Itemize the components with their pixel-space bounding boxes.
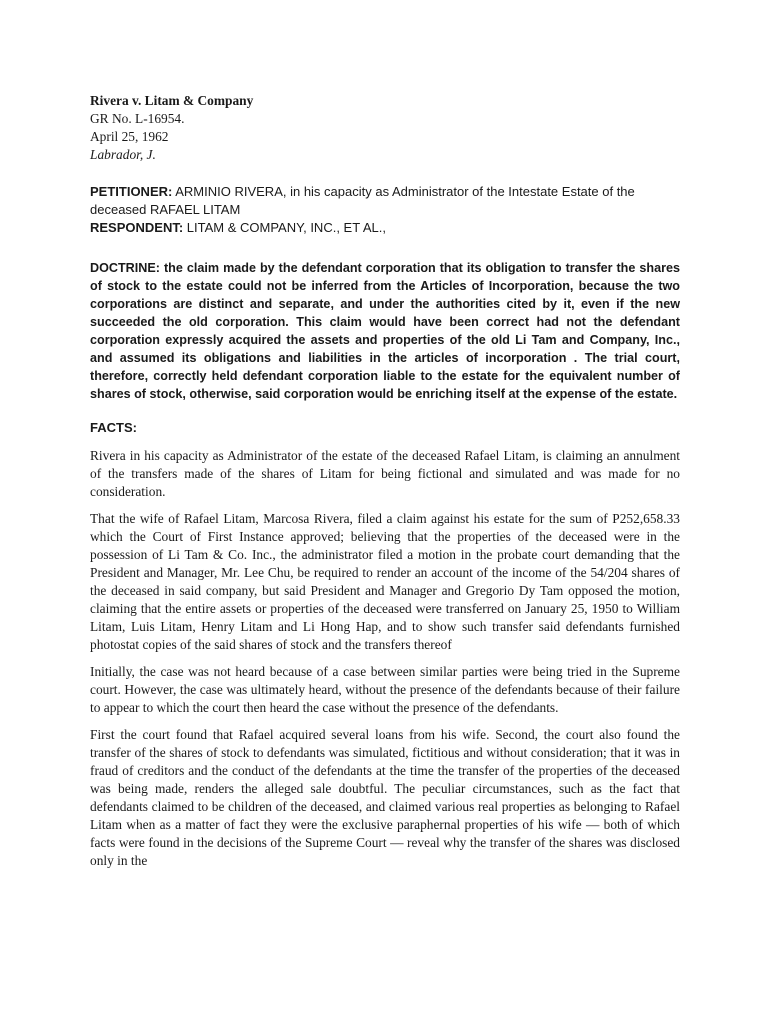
doctrine-text: the claim made by the defendant corporation that its obligation to transfer the shares of stock to the estate could not be inferred from the Articles of Incorporation, because the two corporations are distinct and separate, and under the authorities cited by it, even if the new succeeded the old corporation. This claim would have been correct had not the defendant corporation expressly acquired the assets and properties of the old Li Tam and Company, Inc., and assumed its obligations and liabilities in the articles of incorporation . The trial court, therefore, correctly held defendant corporation liable to the estate for the equivalent number of shares of stock, otherwise, said corporation would be enriching itself at the expense of the estate.	[90, 261, 680, 401]
petitioner-text: ARMINIO RIVERA, in his capacity as Administrator of the Intestate Estate of the deceased RAFAEL LITAM	[90, 184, 635, 217]
document-page	[90, 92, 680, 879]
facts-paragraph-1: Rivera in his capacity as Administrator of the estate of the deceased Rafael Litam, is claiming an annulment of the transfers made of the shares of Litam for being fictional and simulated and was made for no consideration.	[90, 448, 680, 499]
petitioner-label: PETITIONER:	[90, 184, 173, 199]
facts-paragraph-2: That the wife of Rafael Litam, Marcosa Rivera, filed a claim against his estate for the sum of P252,658.33 which the Court of First Instance approved; believing that the properties of the deceased were in the possession of Li Tam & Co. Inc., the administrator filed a motion in the probate court demanding that the President and Manager, Mr. Lee Chu, be required to render an account of the income of the 54/204 shares of the deceased in said company, but said President and Manager and Gregorio Dy Tam opposed the motion, claiming that the entire assets or properties of the deceased were transferred on January 25, 1950 to William Litam, Luis Litam, Henry Litam and Li Hong Hap, and to show such transfer said defendants furnished photostat copies of the said shares of stock and the transfers thereof	[90, 511, 680, 652]
petitioner-line	[90, 183, 680, 219]
respondent-text: LITAM & COMPANY, INC., ET AL.,	[183, 220, 386, 235]
doctrine-label: DOCTRINE:	[90, 261, 160, 275]
facts-heading: FACTS:	[90, 420, 137, 435]
case-title: Rivera v. Litam & Company	[90, 93, 254, 108]
respondent-line	[90, 219, 680, 237]
respondent-label: RESPONDENT:	[90, 220, 184, 235]
case-header	[90, 92, 680, 164]
doctrine-paragraph	[90, 259, 680, 403]
facts-paragraph-3: Initially, the case was not heard because of a case between similar parties were being tried in the Supreme court. However, the case was ultimately heard, without the presence of the defendants because of their failure to appear to which the court then heard the case without the presence of the defendants.	[90, 664, 680, 715]
case-ponente: Labrador, J.	[90, 147, 156, 162]
case-date: April 25, 1962	[90, 129, 169, 144]
facts-paragraph-4: First the court found that Rafael acquired several loans from his wife. Second, the court also found the transfer of the shares of stock to defendants was simulated, fictitious and without consideration; that it was in fraud of creditors and the conduct of the defendants at the time the transfer of the properties of the deceased was being made, renders the alleged sale doubtful. The peculiar circumstances, such as the fact that defendants claimed to be children of the deceased, and claimed various real properties as belonging to Rafael Litam when as a matter of fact they were the exclusive paraphernal properties of his wife — both of which facts were found in the decisions of the Supreme Court — reveal why the transfer of the shares was disclosed only in the	[90, 727, 680, 868]
case-gr-number: GR No. L-16954.	[90, 111, 185, 126]
